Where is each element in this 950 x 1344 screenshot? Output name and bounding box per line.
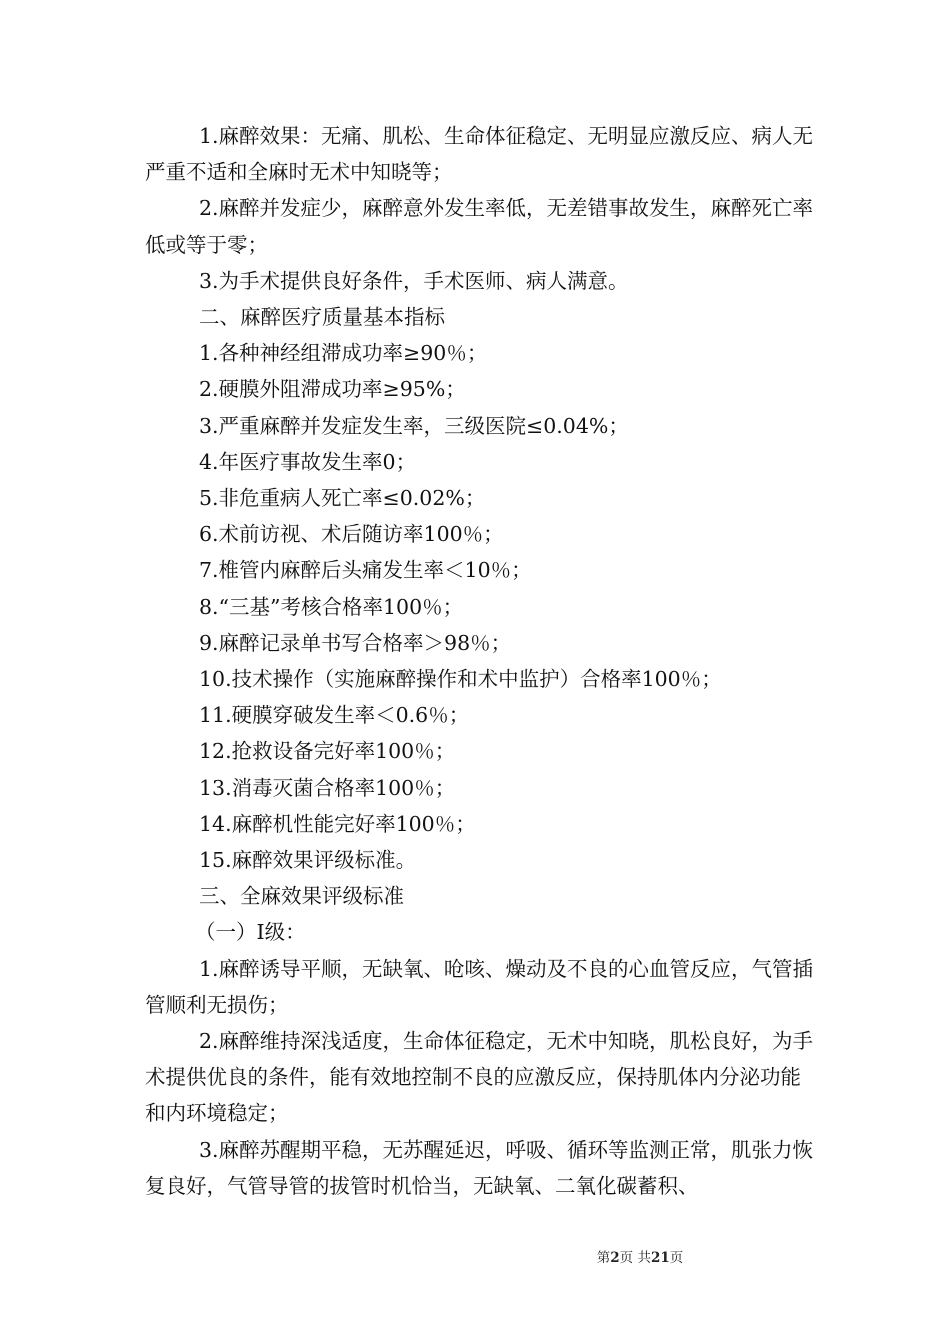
indicator-item: 14.麻醉机性能完好率100％；: [199, 811, 476, 836]
grade-item: 1.麻醉诱导平顺，无缺氧、呛咳、燥动及不良的心血管反应，气管插管顺利无损伤；: [145, 956, 814, 1017]
indicator-item: 10.技术操作（实施麻醉操作和术中监护）合格率100％；: [199, 667, 722, 692]
footer-suffix: 页: [669, 1250, 684, 1266]
current-page-number: 2: [610, 1250, 620, 1266]
footer-middle: 页 共: [619, 1250, 651, 1266]
indicator-item: 5.非危重病人死亡率≤0.02%；: [199, 486, 486, 511]
total-pages-number: 21: [650, 1250, 670, 1266]
page-footer: [0, 1246, 950, 1266]
document-body: [145, 118, 815, 1204]
indicator-item: 1.各种神经组滞成功率≥90％；: [199, 341, 488, 366]
footer-prefix: 第: [596, 1250, 611, 1266]
indicator-item: 11.硬膜穿破发生率＜0.6％；: [199, 703, 470, 728]
indicator-item: 3.严重麻醉并发症发生率，三级医院≤0.04%；: [199, 413, 629, 438]
subheading-grade-one: （一）Ⅰ级：: [195, 920, 306, 945]
indicator-item: 8.“三基”考核合格率100％；: [199, 594, 464, 619]
indicator-item: 9.麻醉记录单书写合格率＞98％；: [199, 630, 512, 655]
indicator-item: 2.硬膜外阻滞成功率≥95%；: [199, 377, 466, 402]
paragraph-complications: 2.麻醉并发症少，麻醉意外发生率低，无差错事故发生，麻醉死亡率低或等于零；: [145, 196, 814, 257]
indicator-item: 7.椎管内麻醉后头痛发生率＜10％；: [199, 558, 532, 583]
indicator-item: 6.术前访视、术后随访率100％；: [199, 522, 504, 547]
grade-item: 2.麻醉维持深浅适度，生命体征稳定，无术中知晓，肌松良好，为手术提供优良的条件，能有效地控制不良的应激反应，保持肌体内分泌功能和内环境稳定；: [145, 1029, 814, 1126]
section-heading-quality-indicators: 二、麻醉医疗质量基本指标: [199, 305, 445, 330]
section-heading-grading-standards: 三、全麻效果评级标准: [199, 884, 404, 909]
paragraph-surgery-conditions: 3.为手术提供良好条件，手术医师、病人满意。: [199, 268, 629, 293]
indicator-item: 15.麻醉效果评级标准。: [199, 848, 417, 873]
indicator-item: 12.抢救设备完好率100％；: [199, 739, 456, 764]
indicator-item: 13.消毒灭菌合格率100％；: [199, 775, 456, 800]
indicator-item: 4.年医疗事故发生率0；: [199, 449, 417, 474]
paragraph-anesthesia-effect: 1.麻醉效果：无痛、肌松、生命体征稳定、无明显应激反应、病人无严重不适和全麻时无术中知晓等；: [145, 124, 814, 185]
grade-item: 3.麻醉苏醒期平稳，无苏醒延迟，呼吸、循环等监测正常，肌张力恢复良好，气管导管的拔管时机恰当，无缺氧、二氧化碳蓄积、: [145, 1137, 814, 1198]
